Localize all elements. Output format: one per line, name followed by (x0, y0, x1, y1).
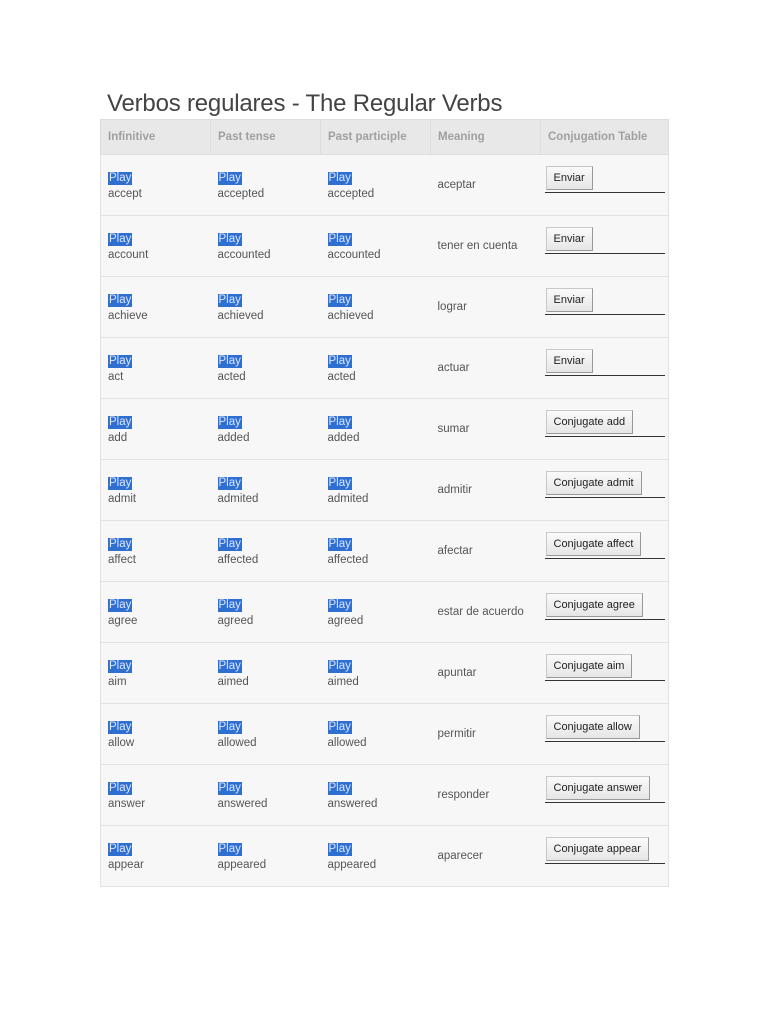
cell-conjugation (541, 521, 669, 582)
play-audio-link[interactable]: Play (218, 476, 241, 489)
infinitive-word: answer (108, 797, 146, 810)
cell-past-participle (321, 826, 431, 887)
cell-past-participle (321, 643, 431, 704)
conjugate-button[interactable]: Conjugate agree (546, 593, 643, 617)
conjugate-button[interactable]: Enviar (546, 227, 593, 251)
cell-stack (108, 353, 211, 384)
cell-past-participle (321, 582, 431, 643)
cell-conjugation (541, 765, 669, 826)
play-audio-link[interactable]: Play (328, 476, 351, 489)
play-audio-link[interactable]: Play (218, 720, 241, 733)
play-audio-link[interactable]: Play (109, 293, 132, 306)
cell-stack (108, 170, 211, 201)
conjugate-button[interactable]: Enviar (546, 349, 593, 373)
table-header-row (101, 120, 669, 155)
past-participle-word: achieved (327, 309, 374, 322)
cell-stack (328, 780, 431, 811)
cell-meaning (431, 277, 541, 338)
past-tense-word: achieved (217, 309, 264, 322)
conjugate-button[interactable]: Conjugate allow (546, 715, 640, 739)
past-tense-word: acted (217, 370, 246, 383)
cell-stack (108, 414, 211, 445)
table-row (101, 277, 669, 338)
cell-stack (108, 475, 211, 506)
past-participle-word: answered (327, 797, 378, 810)
cell-meaning (431, 155, 541, 216)
cell-infinitive (101, 582, 211, 643)
play-audio-link[interactable]: Play (328, 537, 351, 550)
play-audio-link[interactable]: Play (218, 354, 241, 367)
past-tense-word: added (217, 431, 250, 444)
form-underline (545, 802, 665, 803)
cell-meaning (431, 460, 541, 521)
play-audio-link[interactable]: Play (218, 659, 241, 672)
infinitive-word: aim (108, 675, 127, 688)
table-row (101, 216, 669, 277)
cell-meaning (431, 338, 541, 399)
play-audio-link[interactable]: Play (109, 720, 132, 733)
play-audio-link[interactable]: Play (109, 537, 132, 550)
cell-stack (328, 353, 431, 384)
cell-stack (328, 597, 431, 628)
cell-stack (108, 658, 211, 689)
cell-meaning (431, 521, 541, 582)
form-underline (545, 436, 665, 437)
conjugation-form (545, 399, 669, 459)
conjugate-button[interactable]: Conjugate add (546, 410, 634, 434)
play-audio-link[interactable]: Play (328, 415, 351, 428)
past-tense-word: appeared (217, 858, 267, 871)
conjugation-form (545, 643, 669, 703)
cell-stack (108, 597, 211, 628)
cell-conjugation (541, 399, 669, 460)
cell-infinitive (101, 643, 211, 704)
conjugate-button[interactable]: Conjugate appear (546, 837, 649, 861)
conjugation-form (545, 765, 669, 825)
cell-past-participle (321, 216, 431, 277)
play-audio-link[interactable]: Play (109, 354, 132, 367)
cell-stack (108, 841, 211, 872)
conjugation-form (545, 826, 669, 886)
cell-infinitive (101, 216, 211, 277)
form-underline (545, 497, 665, 498)
conjugation-form (545, 704, 669, 764)
cell-stack (328, 414, 431, 445)
play-audio-link[interactable]: Play (218, 781, 241, 794)
cell-past-tense (211, 521, 321, 582)
cell-past-tense (211, 582, 321, 643)
table-row (101, 521, 669, 582)
conjugation-form (545, 155, 669, 215)
table-row (101, 338, 669, 399)
cell-past-participle (321, 704, 431, 765)
form-underline (545, 619, 665, 620)
play-audio-link[interactable]: Play (109, 415, 132, 428)
meaning-text: tener en cuenta (437, 240, 518, 252)
cell-infinitive (101, 338, 211, 399)
past-participle-word: appeared (327, 858, 377, 871)
past-tense-word: aimed (217, 675, 249, 688)
meaning-text: estar de acuerdo (437, 606, 524, 618)
table-row (101, 765, 669, 826)
form-underline (545, 741, 665, 742)
play-audio-link[interactable]: Play (218, 293, 241, 306)
cell-stack (328, 841, 431, 872)
past-participle-word: affected (327, 553, 369, 566)
cell-stack (328, 658, 431, 689)
infinitive-word: affect (108, 553, 136, 566)
meaning-text: afectar (437, 545, 473, 557)
cell-meaning (431, 399, 541, 460)
header-past-tense: Past tense (211, 120, 321, 155)
past-participle-word: allowed (327, 736, 367, 749)
form-underline (545, 253, 665, 254)
cell-past-tense (211, 216, 321, 277)
cell-meaning (431, 826, 541, 887)
cell-meaning (431, 704, 541, 765)
meaning-text: permitir (437, 728, 476, 740)
play-audio-link[interactable]: Play (328, 781, 351, 794)
meaning-text: lograr (437, 301, 467, 313)
cell-past-tense (211, 826, 321, 887)
cell-stack (108, 719, 211, 750)
cell-conjugation (541, 643, 669, 704)
play-audio-link[interactable]: Play (328, 171, 351, 184)
infinitive-word: act (108, 370, 124, 383)
cell-meaning (431, 765, 541, 826)
table-body (101, 155, 669, 887)
cell-past-participle (321, 399, 431, 460)
conjugation-form (545, 338, 669, 398)
cell-stack (218, 658, 321, 689)
play-audio-link[interactable]: Play (328, 293, 351, 306)
past-participle-word: added (327, 431, 360, 444)
cell-past-participle (321, 521, 431, 582)
cell-past-tense (211, 399, 321, 460)
meaning-text: responder (437, 789, 490, 801)
cell-infinitive (101, 277, 211, 338)
table-row (101, 643, 669, 704)
form-underline (545, 314, 665, 315)
cell-infinitive (101, 765, 211, 826)
cell-stack (218, 719, 321, 750)
cell-stack (328, 536, 431, 567)
cell-infinitive (101, 704, 211, 765)
cell-stack (218, 597, 321, 628)
play-audio-link[interactable]: Play (328, 354, 351, 367)
past-tense-word: accepted (217, 187, 265, 200)
cell-past-tense (211, 643, 321, 704)
cell-stack (218, 353, 321, 384)
past-tense-word: admited (217, 492, 259, 505)
cell-past-tense (211, 155, 321, 216)
cell-infinitive (101, 521, 211, 582)
play-audio-link[interactable]: Play (218, 232, 241, 245)
play-audio-link[interactable]: Play (218, 842, 241, 855)
meaning-text: apuntar (437, 667, 477, 679)
cell-past-tense (211, 338, 321, 399)
meaning-text: aceptar (437, 179, 476, 191)
cell-stack (218, 414, 321, 445)
past-tense-word: affected (217, 553, 259, 566)
table-row (101, 460, 669, 521)
play-audio-link[interactable]: Play (328, 720, 351, 733)
header-infinitive: Infinitive (101, 120, 211, 155)
cell-past-tense (211, 765, 321, 826)
table-row (101, 826, 669, 887)
play-audio-link[interactable]: Play (109, 659, 132, 672)
conjugation-form (545, 460, 669, 520)
header-conjugation-table: Conjugation Table (541, 120, 669, 155)
conjugation-form (545, 216, 669, 276)
conjugate-button[interactable]: Conjugate answer (546, 776, 651, 800)
cell-infinitive (101, 155, 211, 216)
conjugate-button[interactable]: Enviar (546, 288, 593, 312)
conjugate-button[interactable]: Conjugate aim (546, 654, 633, 678)
cell-meaning (431, 582, 541, 643)
play-audio-link[interactable]: Play (109, 476, 132, 489)
infinitive-word: account (108, 248, 149, 261)
form-underline (545, 558, 665, 559)
cell-stack (328, 475, 431, 506)
past-participle-word: accounted (327, 248, 381, 261)
table-row (101, 582, 669, 643)
play-audio-link[interactable]: Play (328, 232, 351, 245)
infinitive-word: appear (108, 858, 144, 871)
cell-stack (218, 170, 321, 201)
cell-stack (218, 780, 321, 811)
play-audio-link[interactable]: Play (109, 232, 132, 245)
cell-conjugation (541, 704, 669, 765)
meaning-text: admitir (437, 484, 473, 496)
cell-meaning (431, 216, 541, 277)
cell-stack (218, 536, 321, 567)
conjugation-form (545, 582, 669, 642)
cell-conjugation (541, 155, 669, 216)
cell-past-participle (321, 765, 431, 826)
cell-conjugation (541, 582, 669, 643)
cell-stack (328, 170, 431, 201)
cell-stack (108, 536, 211, 567)
meaning-text: sumar (437, 423, 470, 435)
form-underline (545, 192, 665, 193)
past-participle-word: admited (327, 492, 369, 505)
cell-infinitive (101, 826, 211, 887)
infinitive-word: add (108, 431, 128, 444)
infinitive-word: agree (108, 614, 138, 627)
conjugation-form (545, 277, 669, 337)
play-audio-link[interactable]: Play (109, 842, 132, 855)
header-past-participle: Past participle (321, 120, 431, 155)
infinitive-word: achieve (108, 309, 148, 322)
play-audio-link[interactable]: Play (109, 598, 132, 611)
table-row (101, 155, 669, 216)
meaning-text: aparecer (437, 850, 483, 862)
table-row (101, 704, 669, 765)
cell-past-tense (211, 277, 321, 338)
cell-stack (328, 292, 431, 323)
past-tense-word: answered (217, 797, 268, 810)
cell-stack (108, 231, 211, 262)
infinitive-word: accept (108, 187, 142, 200)
cell-stack (328, 231, 431, 262)
form-underline (545, 375, 665, 376)
play-audio-link[interactable]: Play (328, 842, 351, 855)
cell-stack (218, 841, 321, 872)
cell-stack (218, 475, 321, 506)
cell-stack (218, 231, 321, 262)
page-title: Verbos regulares - The Regular Verbs (107, 90, 503, 117)
cell-conjugation (541, 216, 669, 277)
table-row (101, 399, 669, 460)
cell-meaning (431, 643, 541, 704)
cell-conjugation (541, 277, 669, 338)
form-underline (545, 680, 665, 681)
conjugate-button[interactable]: Conjugate admit (546, 471, 642, 495)
cell-past-participle (321, 460, 431, 521)
past-tense-word: agreed (217, 614, 254, 627)
verbs-table (100, 119, 669, 887)
past-participle-word: acted (327, 370, 356, 383)
past-tense-word: allowed (217, 736, 257, 749)
play-audio-link[interactable]: Play (109, 781, 132, 794)
past-participle-word: accepted (327, 187, 375, 200)
cell-stack (218, 292, 321, 323)
past-tense-word: accounted (217, 248, 271, 261)
cell-past-tense (211, 460, 321, 521)
meaning-text: actuar (437, 362, 470, 374)
play-audio-link[interactable]: Play (109, 171, 132, 184)
conjugation-form (545, 521, 669, 581)
cell-stack (108, 292, 211, 323)
cell-infinitive (101, 399, 211, 460)
cell-stack (328, 719, 431, 750)
play-audio-link[interactable]: Play (218, 598, 241, 611)
play-audio-link[interactable]: Play (218, 415, 241, 428)
play-audio-link[interactable]: Play (218, 171, 241, 184)
infinitive-word: admit (108, 492, 137, 505)
cell-past-participle (321, 155, 431, 216)
cell-past-tense (211, 704, 321, 765)
cell-past-participle (321, 338, 431, 399)
infinitive-word: allow (108, 736, 135, 749)
cell-conjugation (541, 826, 669, 887)
cell-conjugation (541, 460, 669, 521)
cell-stack (108, 780, 211, 811)
play-audio-link[interactable]: Play (328, 598, 351, 611)
play-audio-link[interactable]: Play (218, 537, 241, 550)
past-participle-word: agreed (327, 614, 364, 627)
form-underline (545, 863, 665, 864)
cell-infinitive (101, 460, 211, 521)
past-participle-word: aimed (327, 675, 359, 688)
cell-past-participle (321, 277, 431, 338)
play-audio-link[interactable]: Play (328, 659, 351, 672)
header-meaning: Meaning (431, 120, 541, 155)
cell-conjugation (541, 338, 669, 399)
conjugate-button[interactable]: Conjugate affect (546, 532, 642, 556)
conjugate-button[interactable]: Enviar (546, 166, 593, 190)
